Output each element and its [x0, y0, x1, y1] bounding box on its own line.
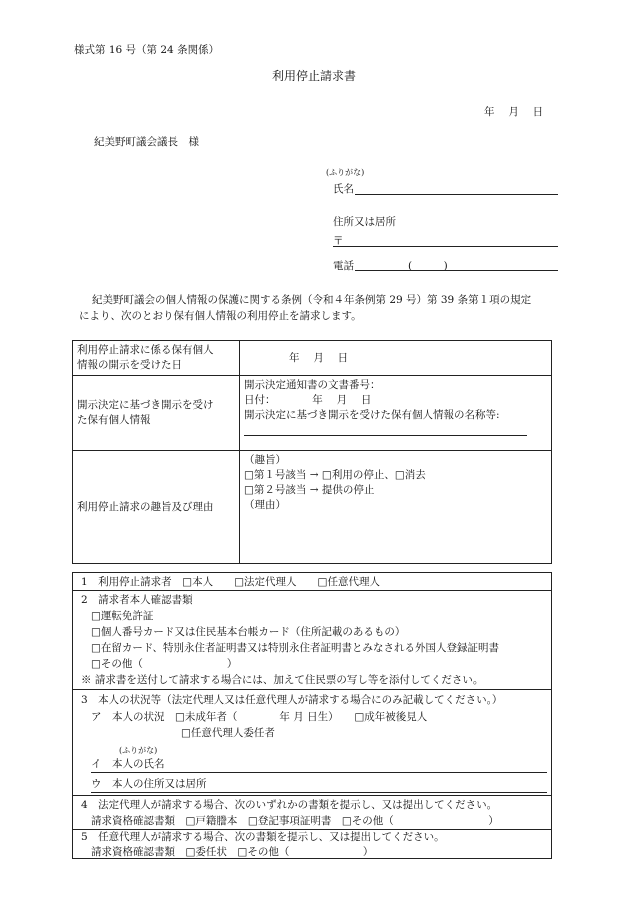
purpose-heading: （趣旨）	[244, 454, 286, 466]
id-doc-license-checkbox[interactable]: □運転免許証	[91, 610, 154, 622]
reason-heading: （理由）	[244, 499, 286, 511]
intro-line-2: により、次のとおり保有個人情報の利用停止を請求します。	[79, 310, 362, 322]
disclosure-date-label: 利用停止請求に係る保有個人 情報の開示を受けた日	[73, 341, 240, 376]
principal-furigana: (ふりがな)	[119, 746, 158, 755]
principal-status-heading: 3 本人の状況等（法定代理人又は任意代理人が請求する場合にのみ記載してください。）	[81, 694, 503, 706]
legal-agent-docs-row[interactable]: 請求資格確認書類 □戸籍謄本 □登記事項証明書 □その他（ ）	[91, 815, 499, 827]
requester-details-box	[72, 572, 552, 859]
disclosure-date-value[interactable]: 年 月 日	[240, 341, 552, 376]
phone-field[interactable]	[355, 270, 558, 271]
form-number: 様式第 16 号（第 24 条関係）	[74, 44, 220, 56]
request-table	[72, 340, 552, 564]
principal-name-label: イ 本人の氏名	[91, 758, 165, 770]
voluntary-agent-docs-row[interactable]: 請求資格確認書類 □委任状 □その他（ ）	[91, 846, 374, 858]
id-doc-residence-card-checkbox[interactable]: □在留カード、特別永住者証明書又は特別永住者証明書とみなされる外国人登録証明書	[91, 642, 499, 654]
info-name-label: 開示決定に基づき開示を受けた保有個人情報の名称等:	[244, 409, 500, 421]
document-date-label: 日付： 年 月 日	[244, 394, 372, 406]
purpose-reason-cell[interactable]	[240, 451, 552, 564]
mail-note: ※ 請求書を送付して請求する場合には、加えて住民票の写し等を添付してください。	[81, 674, 484, 686]
address-field[interactable]	[333, 246, 558, 247]
furigana-label: (ふりがな)	[326, 168, 365, 177]
postal-mark: 〒	[333, 235, 344, 247]
date-field[interactable]: 年 月 日	[484, 106, 544, 118]
name-label: 氏名	[333, 183, 354, 195]
principal-status-row[interactable]: ア 本人の状況 □未成年者（ 年 月 日生） □成年被後見人	[91, 711, 428, 723]
purpose-reason-label: 利用停止請求の趣旨及び理由	[73, 451, 240, 564]
intro-line-1: 紀美野町議会の個人情報の保護に関する条例（令和４年条例第 29 号）第 39 条第１項の規定	[92, 294, 532, 306]
id-doc-mynumber-checkbox[interactable]: □個人番号カード又は住民基本台帳カード（住所記載のあるもの）	[91, 626, 406, 638]
name-field[interactable]	[355, 194, 558, 195]
page-title: 利用停止請求書	[272, 69, 357, 83]
principal-address-field[interactable]	[91, 792, 547, 793]
addressee: 紀美野町議会議長 様	[94, 136, 199, 148]
address-label: 住所又は居所	[333, 216, 396, 228]
id-docs-heading: 2 請求者本人確認書類	[81, 594, 193, 606]
phone-area-code: ( )	[408, 260, 448, 272]
purpose-item-2-checkbox[interactable]: □第２号該当 → 提供の停止	[244, 484, 375, 496]
phone-label: 電話	[333, 260, 354, 272]
requester-type-row[interactable]: 1 利用停止請求者 □本人 □法定代理人 □任意代理人	[81, 576, 380, 588]
purpose-item-1-checkbox[interactable]: □第１号該当 → □利用の停止、□消去	[244, 469, 426, 481]
principal-name-field[interactable]	[91, 772, 547, 773]
id-doc-other-checkbox[interactable]: □その他（ ）	[91, 658, 238, 670]
principal-delegator-checkbox[interactable]: □任意代理人委任者	[181, 727, 275, 739]
legal-agent-heading: 4 法定代理人が請求する場合、次のいずれかの書類を提示し、又は提出してください。	[81, 799, 498, 811]
principal-address-label: ウ 本人の住所又は居所	[91, 778, 207, 790]
disclosed-info-cell[interactable]	[240, 376, 552, 451]
document-number-label: 開示決定通知書の文書番号：	[244, 379, 381, 391]
info-name-field[interactable]	[244, 435, 527, 436]
voluntary-agent-heading: 5 任意代理人が請求する場合、次の書類を提示し、又は提出してください。	[81, 831, 445, 843]
disclosed-info-label: 開示決定に基づき開示を受け た保有個人情報	[73, 376, 240, 451]
